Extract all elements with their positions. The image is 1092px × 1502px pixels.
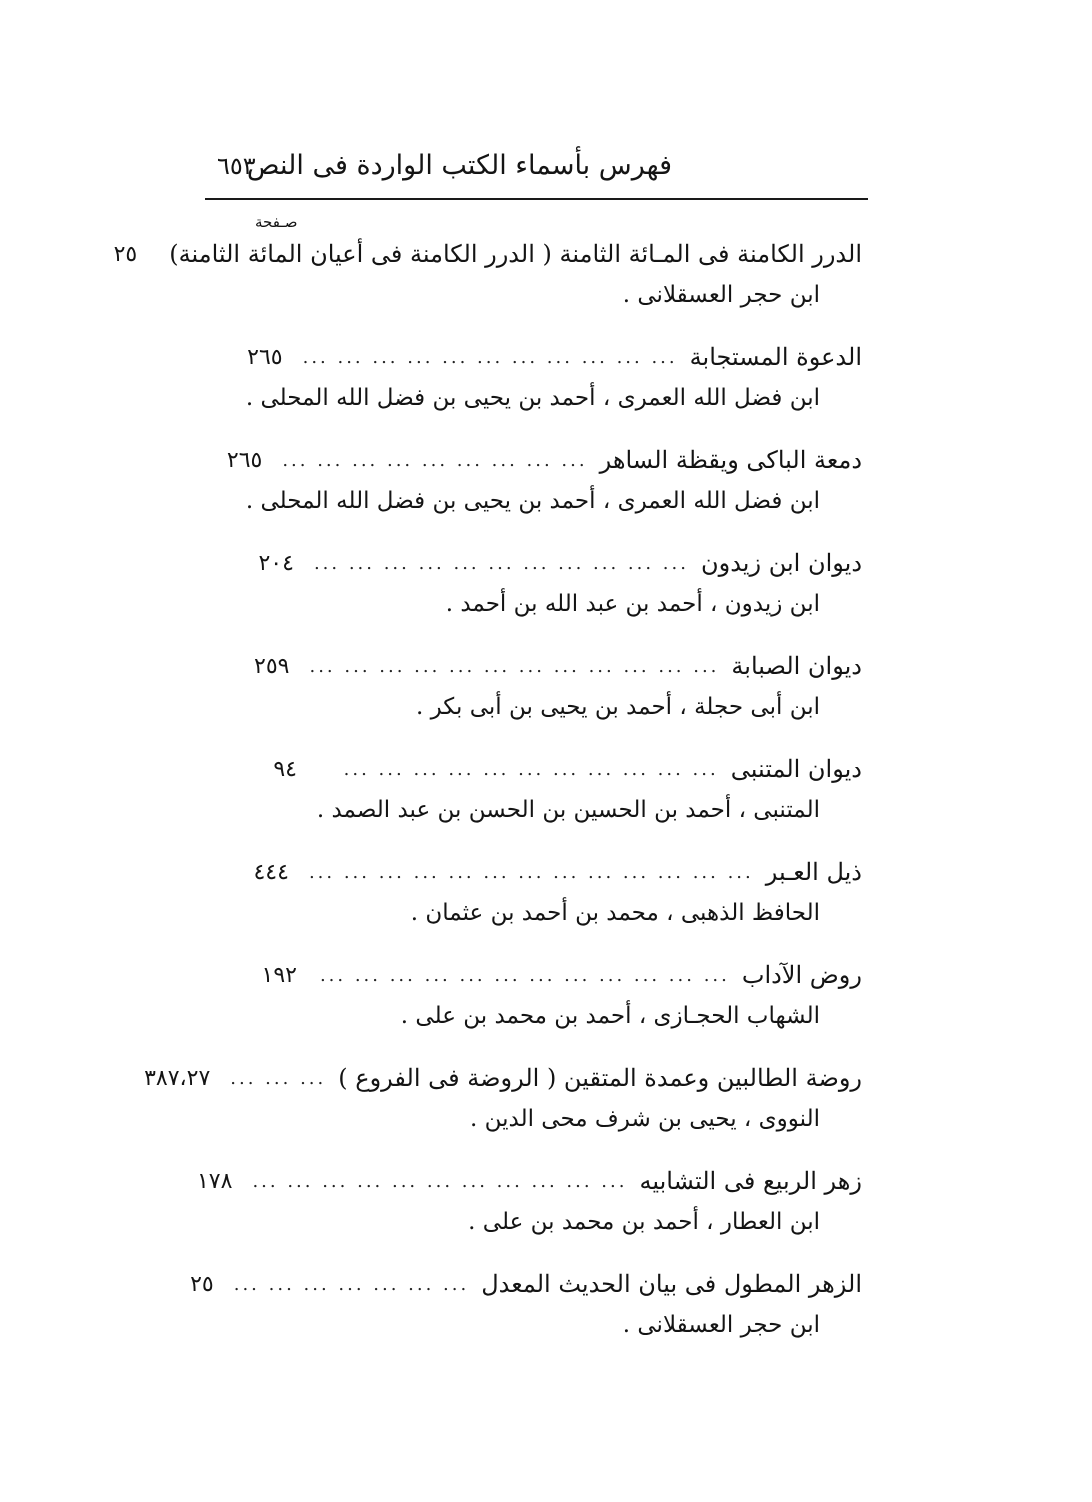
entry-author: ابن زيدون ، أحمد بن عبد الله بن أحمد .	[445, 591, 820, 617]
header-title: فهرس بأسماء الكتب الواردة فى النص	[246, 150, 672, 181]
page-column-label: صـفحة	[255, 213, 298, 231]
dot-leader: ... ... ... ... ... ... ... ... ... ... ...	[252, 1170, 628, 1192]
entry-author: الحافظ الذهبى ، محمد بن أحمد بن عثمان .	[410, 900, 820, 926]
entry-title: ذيل العـبر	[765, 858, 862, 886]
entry-author: النووى ، يحيى بن شرف محى الدين .	[469, 1106, 820, 1132]
entry-author: الشهاب الحجـازى ، أحمد بن محمد بن على .	[400, 1003, 820, 1029]
index-entry	[210, 335, 862, 438]
entry-author: ابن فضل الله العمرى ، أحمد بن يحيى بن فضل الله المحلى .	[245, 385, 820, 411]
dot-leader: ... ... ... ... ... ... ... ... ...	[282, 449, 588, 471]
entry-page-number: ١٧٨	[196, 1168, 233, 1194]
index-entries	[113, 232, 862, 1365]
dot-leader: ... ... ... ... ... ... ... ... ... ... ...	[302, 346, 678, 368]
index-entry	[210, 644, 862, 747]
entry-title: روض الآداب	[741, 961, 862, 989]
dot-leader: ... ... ... ... ... ... ... ... ... ... ...	[313, 552, 689, 574]
entry-page-number: ١٩٢	[261, 962, 297, 988]
entry-title: زهر الربيع فى التشابيه	[639, 1167, 862, 1195]
index-entry	[210, 850, 862, 953]
entry-title-row	[113, 232, 862, 276]
entry-title: دمعة الباكى ويقظة الساهر	[599, 446, 862, 474]
entry-title: الدعوة المستجابة	[689, 343, 862, 371]
entry-title-row	[210, 850, 862, 894]
entry-page-number: ٩٤	[273, 756, 297, 782]
index-entry	[196, 1159, 862, 1262]
index-entry	[210, 541, 862, 644]
entry-title-row	[196, 1159, 862, 1203]
index-entry	[210, 747, 862, 850]
entry-author: ابن أبى حجلة ، أحمد بن يحيى بن أبى بكر .	[415, 694, 820, 720]
entry-page-number: ٢٦٥	[247, 344, 283, 370]
dot-leader: ... ... ... ... ... ... ... ... ... ... ... ... ...	[308, 861, 754, 883]
entry-title-row	[210, 335, 862, 379]
entry-page-number: ٢٦٥	[226, 447, 263, 473]
index-entry	[144, 1056, 862, 1159]
entry-title: ديوان ابن زيدون	[700, 549, 862, 577]
entry-title-row	[144, 1056, 862, 1100]
dot-leader: ... ... ... ... ... ... ... ... ... ... ... ...	[319, 964, 730, 986]
entry-page-number: ٢٠٤	[258, 550, 294, 576]
entry-title: ديوان المتنبى	[730, 755, 862, 783]
entry-page-number: ٤٤٤	[253, 859, 289, 885]
entry-page-number: ٢٥	[190, 1271, 214, 1297]
entry-page-number: ٣٨٧،٢٧	[144, 1065, 211, 1091]
index-entry	[210, 953, 862, 1056]
entry-title-row	[210, 438, 862, 482]
dot-leader: ... ... ... ... ... ... ... ... ... ... ...	[343, 758, 719, 780]
index-entry	[210, 438, 862, 541]
entry-title: ديوان الصبابة	[731, 652, 862, 680]
dot-leader: ... ... ... ... ... ... ... ... ... ... ... ...	[309, 655, 720, 677]
entry-author: المتنبى ، أحمد بن الحسين بن الحسن بن عبد الصمد .	[316, 797, 820, 823]
entry-author: ابن العطار ، أحمد بن محمد بن على .	[468, 1209, 820, 1235]
entry-title: روضة الطالبين وعمدة المتقين ( الروضة فى الفروع )	[338, 1064, 862, 1092]
entry-author: ابن حجر العسقلانى .	[622, 1312, 820, 1338]
dot-leader: ... ... ... ... ... ... ...	[233, 1273, 470, 1295]
entry-title-row	[210, 644, 862, 688]
index-entry	[113, 232, 862, 335]
entry-title: الزهر المطول فى بيان الحديث المعدل	[481, 1270, 862, 1298]
entry-page-number: ٢٥٩	[254, 653, 290, 679]
entry-page-number: ٢٥	[113, 241, 138, 267]
entry-title: الدرر الكامنة فى المـائة الثامنة ( الدرر الكامنة فى أعيان المائة الثامنة)	[169, 240, 862, 268]
entry-title-row	[210, 953, 862, 997]
entry-title-row	[210, 541, 862, 585]
entry-title-row	[190, 1262, 862, 1306]
page-number: ٦٥٣	[217, 152, 256, 180]
entry-author: ابن حجر العسقلانى .	[622, 282, 820, 308]
entry-author: ابن فضل الله العمرى ، أحمد بن يحيى بن فضل الله المحلى .	[245, 488, 820, 514]
dot-leader: ... ... ...	[230, 1067, 327, 1089]
running-header	[205, 150, 867, 194]
index-entry	[190, 1262, 862, 1365]
header-rule	[205, 198, 868, 200]
entry-title-row	[210, 747, 862, 791]
